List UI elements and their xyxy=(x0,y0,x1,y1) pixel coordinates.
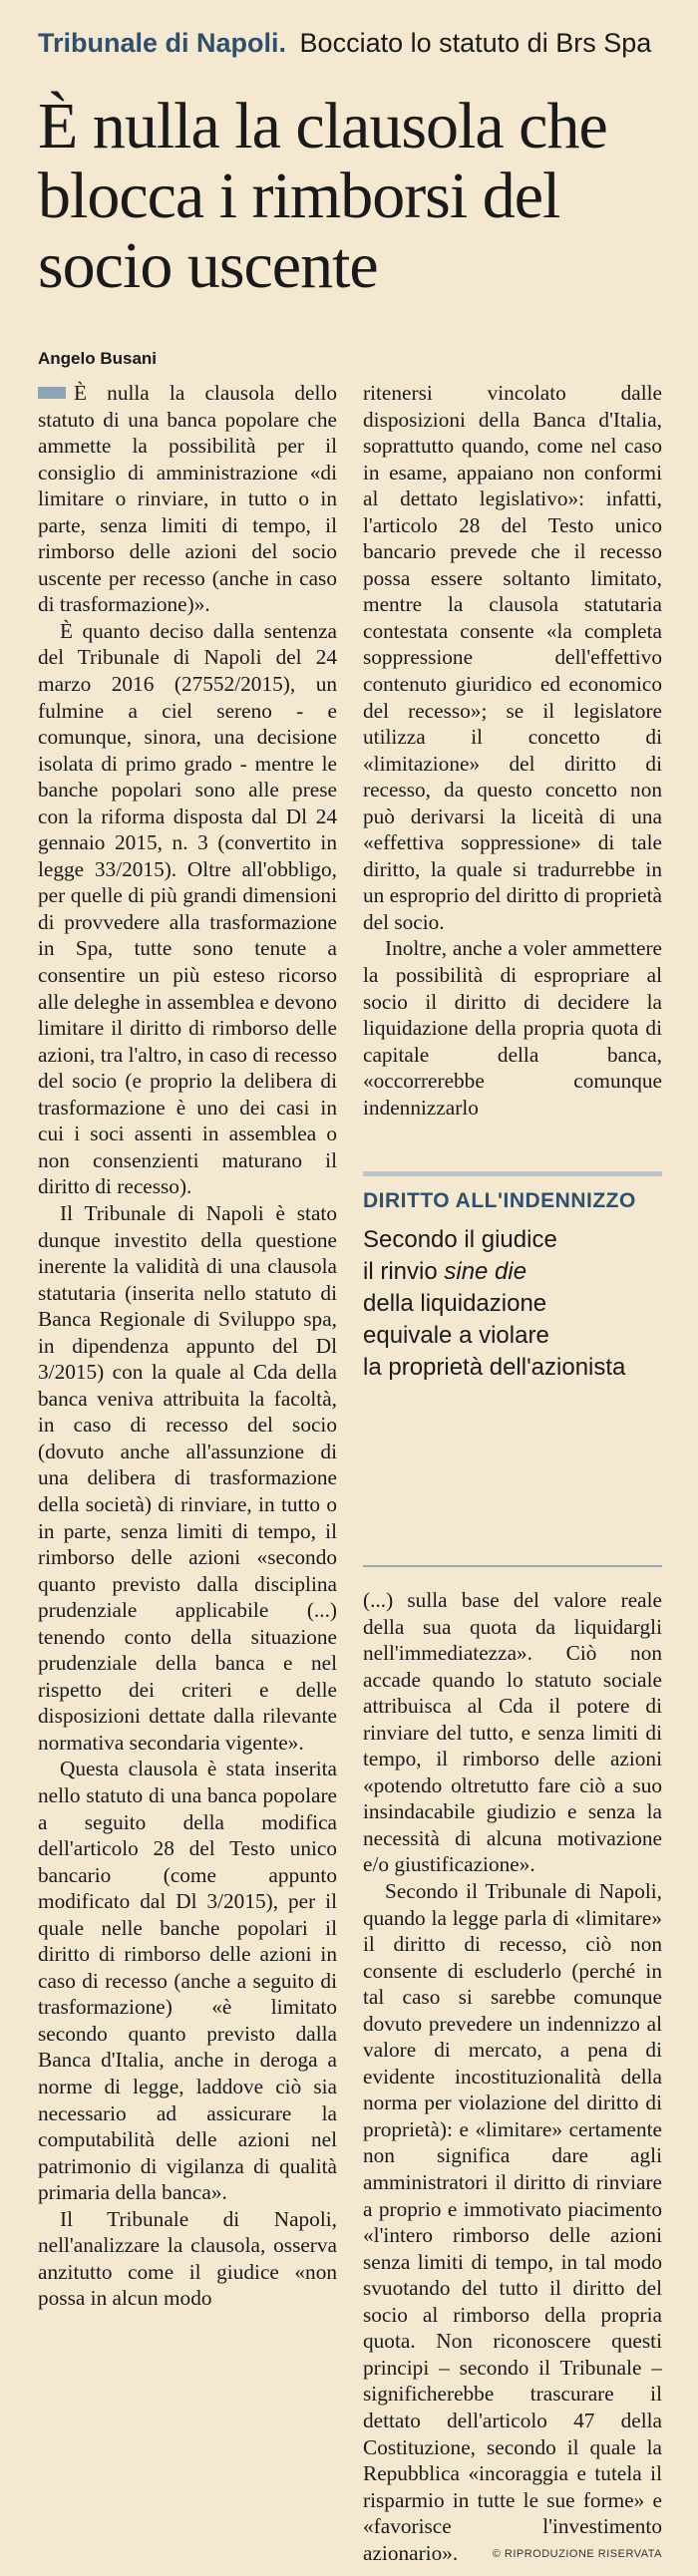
article-column-2-top xyxy=(363,380,662,1152)
callout-line: il rinvio sine die xyxy=(363,1258,527,1285)
callout-bottom-rule xyxy=(363,1565,662,1567)
paragraph: Secondo il Tribunale di Napoli, quando la legge parla di «limitare» il diritto di recesso, ciò non consente di escluderlo (perché in tal caso si sarebbe comunque dovuto prevedere un indennizzo al valore di mercato, a pena di evidente incostituzionalità della norma per violazione del diritto di proprietà): e «limitare» certamente non significa dare agli amministratori il diritto di rinviare a proprio e immotivato piacimento «l'intero rimborso delle azioni senza limiti di tempo, in tal modo svuotando del tutto il diritto del socio al rimborso della propria quota. Non riconoscere questi principi – secondo il Tribunale – significherebbe trascurare il dettato dell'articolo 47 della Costituzione, secondo il quale la Repubblica «incoraggia e tutela il risparmio in tutte le sue forme» e «favorisce l'investimento azionario». xyxy=(363,1879,662,2565)
kicker-subtitle: Bocciato lo statuto di Brs Spa xyxy=(299,28,652,58)
callout-top-rule xyxy=(363,1171,662,1176)
article-column-1 xyxy=(38,380,337,2563)
kicker xyxy=(38,26,676,60)
paragraph: Questa clausola è stata inserita nello statuto di una banca popolare a seguito della modifica dell'articolo 28 del Testo unico bancario (come appunto modificato dal Dl 3/2015), per il quale nelle banche popolari il diritto di rimborso delle azioni in caso di recesso (anche a seguito di trasformazione) «è limitato secondo quanto previsto dalla Banca d'Italia, anche in deroga a norme di legge, laddove ciò sia necessario ad assicurare la computabilità delle azioni nel patrimonio di vigilanza di qualità primaria della banca». xyxy=(38,1757,337,2205)
paragraph: Inoltre, anche a voler ammettere la possibilità di espropriare al socio il diritto di decidere la liquidazione della propria quota di capitale della banca, «occorrerebbe comunque indennizzarlo xyxy=(363,936,662,1120)
headline: È nulla la clausola che blocca i rimborsi del socio uscente xyxy=(38,90,607,302)
paragraph: Il Tribunale di Napoli è stato dunque investito della questione inerente la validità di una clausola statutaria (inserita nello statuto di Banca Regionale di Sviluppo spa, in dipendenza appunto del Dl 3/2015) con la quale al Cda della banca veniva attribuita la facoltà, in caso di recesso del socio (dovuto anche all'assunzione di una delibera di trasformazione della società) di rinviare, in tutto o in parte, senza limiti di tempo, il rimborso delle azioni «secondo quanto previsto dalla disciplina prudenziale applicabile (...) tenendo conto della situazione prudenziale della banca e nel rispetto dei criteri e delle disposizioni dettate dalla rilevante normativa secondaria vigente». xyxy=(38,1200,337,1755)
callout-body xyxy=(363,1224,662,1384)
copyright-notice: © RIPRODUZIONE RISERVATA xyxy=(492,2548,662,2560)
paragraph: (...) sulla base del valore reale della sua quota da liquidargli nell'immediatezza». Ciò non accade quando lo statuto sociale attribuisca al Cda il potere di rinviare del tutto, e senza limiti di tempo, il rimborso delle azioni «potendo oltretutto fare ciò a suo insindacabile giudizio e senza la necessità di alcuna motivazione e/o giustificazione». xyxy=(363,1588,662,1877)
kicker-source: Tribunale di Napoli. xyxy=(38,28,287,58)
paragraph: È quanto deciso dalla sentenza del Tribunale di Napoli del 24 marzo 2016 (27552/2015), un fulmine a ciel sereno - e comunque, sinora, una decisione isolata di primo grado - mentre le banche popolari sono alle prese con la riforma disposta dal Dl 24 gennaio 2015, n. 3 (convertito in legge 33/2015). Oltre all'obbligo, per quelle di più grandi dimensioni di provvedere alla trasformazione in Spa, tutte sono tenute a consentire un più esteso ricorso alle deleghe in assemblea e devono limitare il diritto di rimborso delle azioni, tra l'altro, in caso di recesso del socio (e proprio la delibera di trasformazione è uno dei casi in cui i soci assenti in assemblea o non consenzienti maturano il diritto di recesso). xyxy=(38,618,337,1199)
byline: Angelo Busani xyxy=(38,349,158,368)
callout-line: Secondo il giudice xyxy=(363,1226,557,1253)
paragraph: È nulla la clausola dello statuto di una banca popolare che ammette la possibilità per il consiglio di amministrazione «di limitare o rinviare, in tutto o in parte, senza limiti di tempo, il rimborso delle azioni del socio uscente per recesso (anche in caso di trasformazione)». xyxy=(38,381,337,617)
callout-line: equivale a violare xyxy=(363,1322,549,1349)
callout-title: DIRITTO ALL'INDENNIZZO xyxy=(363,1189,636,1212)
callout-line: la proprietà dell'azionista xyxy=(363,1354,626,1381)
paragraph: Il Tribunale di Napoli, nell'analizzare la clausola, osserva anzitutto come il giudice «non possa in alcun modo xyxy=(38,2206,337,2311)
paragraph: ritenersi vincolato dalle disposizioni della Banca d'Italia, soprattutto quando, come nel caso in esame, appaiano non conformi al dettato legislativo»: infatti, l'articolo 28 del Testo unico bancario prevede che il recesso possa essere soltanto limitato, mentre la clausola statutaria contestata consente «la completa soppressione dell'effettivo contenuto giuridico ed economico del recesso»; se il legislatore utilizza il concetto di «limitazione» del diritto di recesso, da questo concetto non può derivarsi la liceità di una «effettiva soppressione» di tale diritto, la quale si tradurrebbe in un esproprio del diritto di proprietà del socio. xyxy=(363,381,662,934)
section-bullet xyxy=(38,387,66,399)
article-column-2-bottom xyxy=(363,1587,662,2574)
callout-line: della liquidazione xyxy=(363,1290,547,1317)
